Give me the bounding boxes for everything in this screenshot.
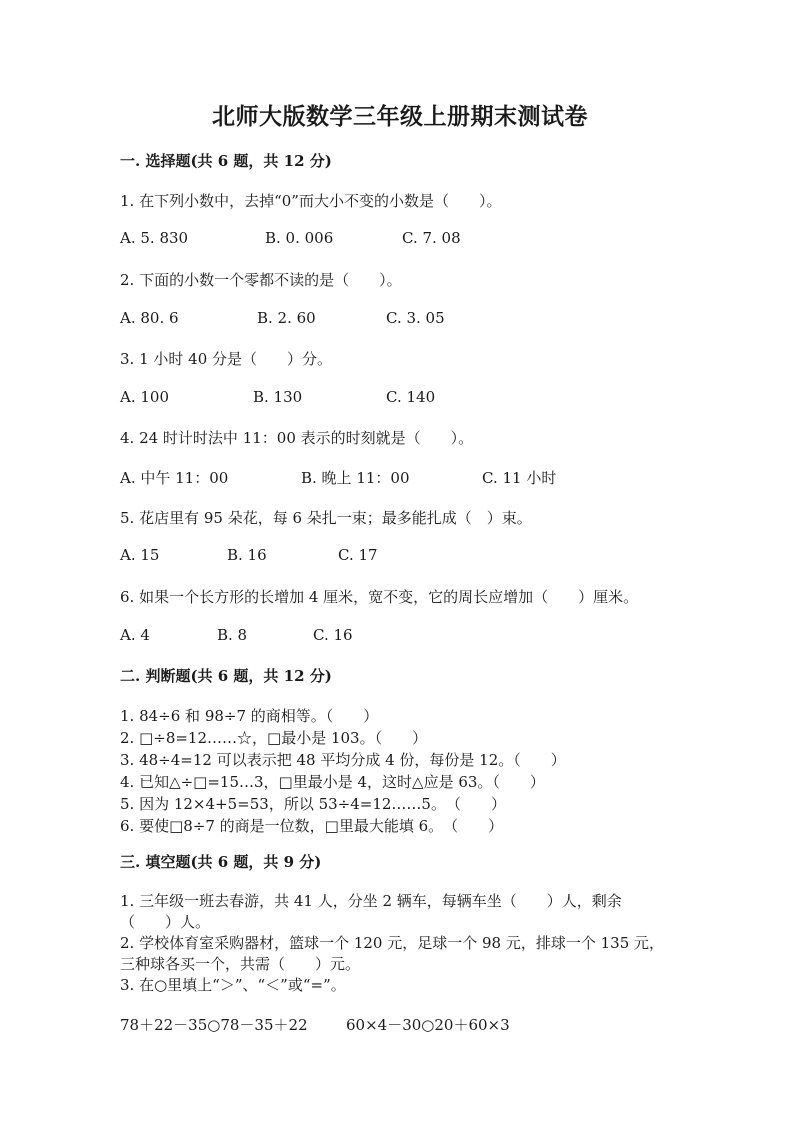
compare-expression-1: 78＋22－35○78－35＋22 — [120, 1016, 308, 1034]
fill-question-2-line-1: 2. 学校体育室采购器材，篮球一个 120 元，足球一个 98 元，排球一个 135 元， — [120, 934, 665, 952]
choice-6-option-a: A. 4 — [120, 626, 150, 644]
choice-question-5: 5. 花店里有 95 朵花，每 6 朵扎一束；最多能扎成（ ）束。 — [120, 509, 532, 527]
judge-item-4: 4. 已知△÷□=15…3，□里最小是 4，这时△应是 63。（ ） — [120, 773, 545, 791]
choice-2-option-a: A. 80. 6 — [120, 309, 179, 327]
choice-5-option-a: A. 15 — [120, 546, 160, 564]
judge-item-2: 2. □÷8=12……☆，□最小是 103。（ ） — [120, 729, 428, 747]
choice-5-option-c: C. 17 — [338, 546, 378, 564]
choice-6-option-b: B. 8 — [217, 626, 248, 644]
judge-item-5: 5. 因为 12×4+5=53，所以 53÷4=12……5。 （ ） — [120, 795, 506, 813]
choice-3-option-c: C. 140 — [386, 388, 436, 406]
fill-question-1-line-1: 1. 三年级一班去春游，共 41 人，分坐 2 辆车，每辆车坐（ ）人，剩余 — [120, 892, 622, 910]
choice-question-6: 6. 如果一个长方形的长增加 4 厘米，宽不变，它的周长应增加（ ）厘米。 — [120, 588, 639, 606]
fill-question-1-line-2: （ ）人。 — [120, 913, 211, 931]
fill-question-2-line-2: 三种球各买一个，共需（ ）元。 — [120, 955, 361, 973]
choice-1-option-c: C. 7. 08 — [402, 229, 461, 247]
choice-4-option-a: A. 中午 11：00 — [120, 469, 229, 487]
choice-question-3: 3. 1 小时 40 分是（ ）分。 — [120, 350, 333, 368]
choice-6-option-c: C. 16 — [313, 626, 353, 644]
fill-question-3: 3. 在○里填上“＞”、“＜”或“=”。 — [120, 976, 346, 994]
judge-item-6: 6. 要使□8÷7 的商是一位数，□里最大能填 6。 （ ） — [120, 817, 504, 835]
choice-5-option-b: B. 16 — [227, 546, 267, 564]
choice-3-option-a: A. 100 — [120, 388, 169, 406]
compare-expression-2: 60×4－30○20＋60×3 — [346, 1016, 510, 1034]
choice-question-4: 4. 24 时计时法中 11：00 表示的时刻就是（ ）。 — [120, 429, 474, 447]
judge-item-3: 3. 48÷4=12 可以表示把 48 平均分成 4 份，每份是 12。（ ） — [120, 751, 566, 769]
judge-item-1: 1. 84÷6 和 98÷7 的商相等。（ ） — [120, 707, 379, 725]
section-heading-judge: 二. 判断题(共 6 题，共 12 分) — [120, 667, 332, 685]
choice-4-option-c: C. 11 小时 — [482, 469, 557, 487]
exam-title: 北师大版数学三年级上册期末测试卷 — [212, 103, 588, 130]
section-heading-choice: 一. 选择题(共 6 题，共 12 分) — [120, 152, 332, 170]
section-heading-fill: 三. 填空题(共 6 题，共 9 分) — [120, 853, 322, 871]
choice-question-2: 2. 下面的小数一个零都不读的是（ ）。 — [120, 271, 402, 289]
choice-question-1: 1. 在下列小数中，去掉“0”而大小不变的小数是（ ）。 — [120, 192, 502, 210]
choice-3-option-b: B. 130 — [253, 388, 303, 406]
choice-1-option-b: B. 0. 006 — [265, 229, 334, 247]
choice-2-option-c: C. 3. 05 — [386, 309, 445, 327]
choice-4-option-b: B. 晚上 11：00 — [301, 469, 410, 487]
choice-1-option-a: A. 5. 830 — [120, 229, 189, 247]
choice-2-option-b: B. 2. 60 — [257, 309, 316, 327]
